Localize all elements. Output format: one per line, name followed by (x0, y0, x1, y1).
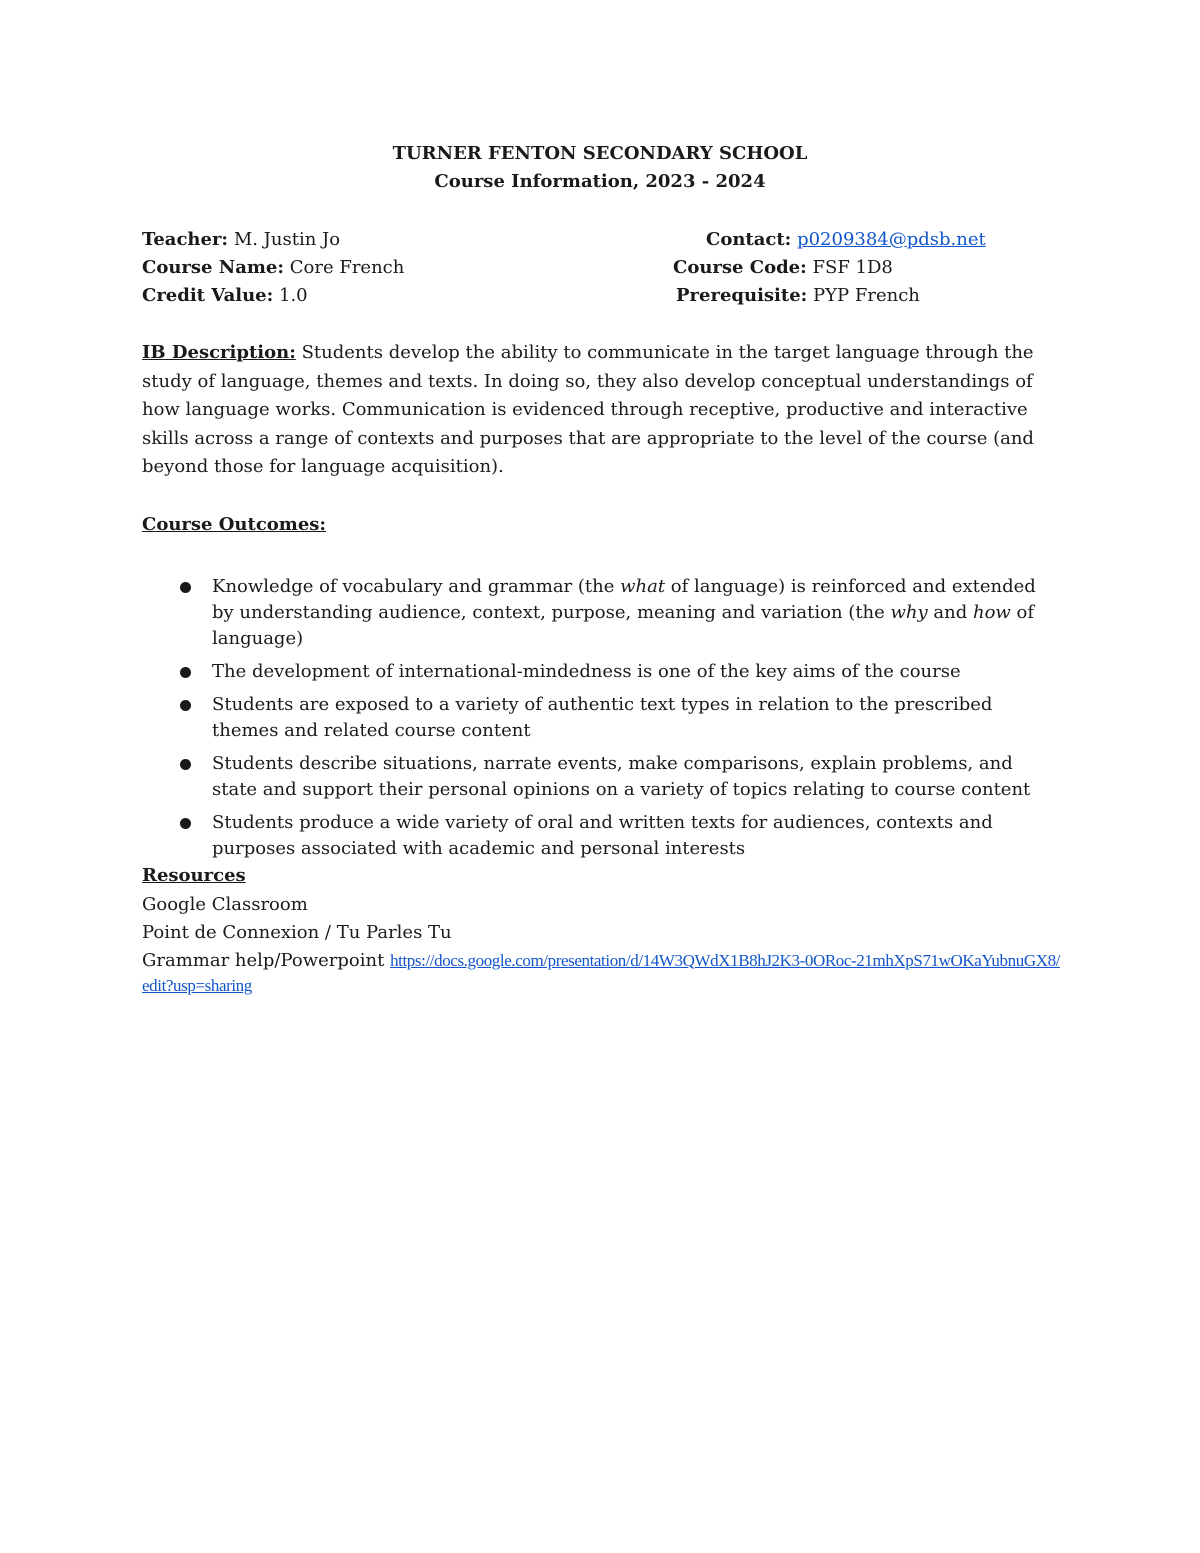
course-name-value: Core French (289, 257, 405, 278)
outcome-text: Knowledge of vocabulary and grammar (the (212, 576, 621, 597)
prerequisite-row (676, 285, 920, 306)
resource-textbook: Point de Connexion / Tu Parles Tu (142, 922, 452, 943)
outcome-emphasis: what (620, 576, 666, 597)
credit-value: 1.0 (279, 285, 308, 306)
teacher-row (142, 229, 340, 250)
outcome-emphasis: why (890, 602, 928, 623)
bullet-icon (180, 667, 191, 678)
list-item (142, 659, 1062, 685)
list-item (142, 692, 1062, 744)
ib-description-heading: IB Description: (142, 342, 296, 363)
course-code-label: Course Code: (673, 257, 807, 278)
credit-label: Credit Value: (142, 285, 274, 306)
bullet-icon (180, 582, 191, 593)
course-outcomes-heading: Course Outcomes: (142, 514, 327, 535)
outcome-text: of language) (212, 602, 1035, 649)
resource-google-classroom: Google Classroom (142, 893, 308, 915)
outcome-emphasis: how (972, 602, 1011, 623)
list-item (142, 574, 1062, 652)
course-outcomes-list (142, 574, 1062, 869)
ib-description (142, 339, 1062, 482)
outcome-text: Students are exposed to a variety of authentic text types in relation to the prescribed themes and related course content (212, 694, 993, 741)
course-outcomes-heading-row (142, 511, 1062, 540)
course-name-label: Course Name: (142, 257, 285, 278)
contact-label: Contact: (706, 229, 792, 250)
resources-section (142, 862, 1062, 998)
outcome-text: Students produce a wide variety of oral and written texts for audiences, contexts and purposes associated with academic and personal interests (212, 812, 993, 859)
outcome-text: of language) is reinforced and extended by understanding audience, context, purpose, meaning and variation (the (212, 576, 1036, 623)
prerequisite-value: PYP French (813, 285, 920, 306)
teacher-value: M. Justin Jo (233, 229, 341, 250)
prerequisite-label: Prerequisite: (676, 285, 808, 306)
resource-grammar-help (142, 948, 1062, 998)
list-item (142, 810, 1062, 862)
document-subtitle: Course Information, 2023 - 2024 (434, 171, 766, 192)
contact-email-link[interactable]: p0209384@pdsb.net (797, 229, 986, 250)
contact-row (706, 229, 986, 250)
grammar-powerpoint-link[interactable]: https://docs.google.com/presentation/d/14W3QWdX1B8hJ2K3-0ORoc-21mhXpS71wOKaYubnuGX8/edit?usp=sharing (142, 950, 1061, 995)
resources-heading: Resources (142, 865, 246, 886)
bullet-icon (180, 818, 191, 829)
teacher-label: Teacher: (142, 229, 229, 250)
outcome-text: The development of international-mindedness is one of the key aims of the course (212, 661, 961, 682)
bullet-icon (180, 759, 191, 770)
ib-description-text: Students develop the ability to communicate in the target language through the study of language, themes and texts. In doing so, they also develop conceptual understandings of how language works. Communication is evidenced through receptive, productive and interactive skills across a range of contexts and purposes that are appropriate to the level of the course (and beyond those for language acquisition). (142, 342, 1034, 477)
outcome-text: and (927, 602, 973, 623)
course-code-row (673, 257, 893, 278)
outcome-text: Students describe situations, narrate events, make comparisons, explain problems, and state and support their personal opinions on a variety of topics relating to course content (212, 753, 1031, 800)
list-item (142, 751, 1062, 803)
school-name: TURNER FENTON SECONDARY SCHOOL (392, 143, 808, 164)
credit-row (142, 285, 308, 306)
course-name-row (142, 257, 404, 278)
resource-grammar-label: Grammar help/Powerpoint (142, 949, 385, 971)
bullet-icon (180, 700, 191, 711)
course-code-value: FSF 1D8 (812, 257, 893, 278)
